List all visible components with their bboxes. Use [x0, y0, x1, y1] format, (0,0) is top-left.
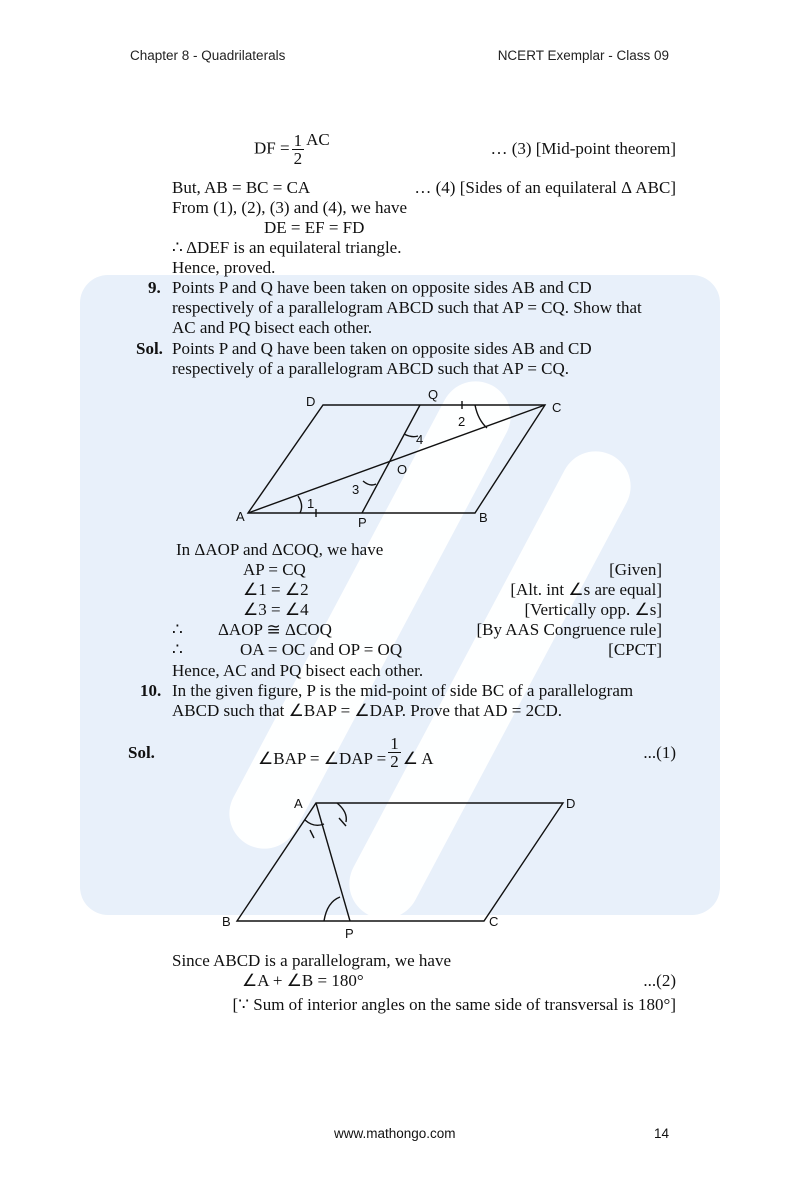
- angle-2: 2: [458, 414, 466, 429]
- question-number: 9.: [148, 278, 161, 297]
- sol10-equation: ∠BAP = ∠DAP = $\frac{1}{2}$ ∠ A: [258, 734, 434, 771]
- angle-3: 3: [352, 482, 360, 497]
- question-text: ABCD such that ∠BAP = ∠DAP. Prove that AD = 2CD.: [172, 701, 562, 720]
- proved-line: Hence, proved.: [172, 258, 276, 277]
- proof-statement: ∠1 = ∠2: [243, 580, 309, 599]
- page-number: 14: [653, 1126, 669, 1141]
- label-Q: Q: [428, 387, 439, 402]
- label-P: P: [358, 515, 367, 530]
- proof-reason: [Given]: [609, 560, 662, 579]
- proof-statement: OA = OC and OP = OQ: [240, 640, 403, 659]
- label-B: B: [222, 914, 231, 929]
- df-equation: DF = $\frac{1}{2}$ AC: [254, 130, 330, 168]
- label-A: A: [294, 796, 303, 811]
- but-line: But, AB = BC = CA: [172, 178, 311, 197]
- therefore-symbol: ∴: [172, 640, 183, 659]
- therefore-line: ∴ ΔDEF is an equilateral triangle.: [172, 238, 402, 257]
- question-text: AC and PQ bisect each other.: [172, 318, 373, 337]
- proof-reason: [Vertically opp. ∠s]: [524, 600, 662, 619]
- therefore-symbol: ∴: [172, 620, 183, 639]
- but-reason: … (4) [Sides of an equilateral Δ ABC]: [414, 178, 676, 197]
- proof-statement: ∠3 = ∠4: [243, 600, 309, 619]
- solution-text: respectively of a parallelogram ABCD such that AP = CQ.: [172, 359, 570, 378]
- header-book: NCERT Exemplar - Class 09: [497, 48, 669, 63]
- eq-line: DE = EF = FD: [264, 218, 365, 237]
- equation: ∠A + ∠B = 180°: [242, 971, 364, 990]
- angle-1: 1: [307, 496, 315, 511]
- label-B: B: [479, 510, 488, 525]
- angle-4: 4: [416, 432, 424, 447]
- parallelogram-figure-1: [248, 401, 545, 517]
- solution-label: Sol.: [136, 339, 163, 358]
- question-text: respectively of a parallelogram ABCD such that AP = CQ. Show that: [172, 298, 642, 317]
- label-C: C: [552, 400, 562, 415]
- proof-reason: [CPCT]: [608, 640, 662, 659]
- question-number: 10.: [140, 681, 162, 700]
- question-text: In the given figure, P is the mid-point of side BC of a parallelogram: [172, 681, 634, 700]
- label-A: A: [236, 509, 245, 524]
- footer-site: www.mathongo.com: [334, 1126, 456, 1141]
- solution-text: Since ABCD is a parallelogram, we have: [172, 951, 452, 970]
- proof-reason: [Alt. int ∠s are equal]: [510, 580, 662, 599]
- label-C: C: [489, 914, 499, 929]
- solution-text: In ΔAOP and ΔCOQ, we have: [176, 540, 384, 559]
- label-P: P: [345, 926, 354, 941]
- solution-label: Sol.: [128, 743, 155, 762]
- parallelogram-figure-2: [237, 803, 563, 921]
- solution-conclusion: Hence, AC and PQ bisect each other.: [172, 661, 424, 680]
- equation-ref: ...(2): [643, 971, 676, 990]
- label-D: D: [566, 796, 576, 811]
- proof-statement: ΔAOP ≅ ΔCOQ: [218, 620, 332, 639]
- df-reason: … (3) [Mid-point theorem]: [490, 139, 676, 158]
- proof-statement: AP = CQ: [243, 560, 306, 579]
- from-line: From (1), (2), (3) and (4), we have: [172, 198, 408, 217]
- label-D: D: [306, 394, 316, 409]
- proof-reason: [By AAS Congruence rule]: [476, 620, 662, 639]
- solution-text: Points P and Q have been taken on opposite sides AB and CD: [172, 339, 592, 358]
- question-text: Points P and Q have been taken on opposite sides AB and CD: [172, 278, 592, 297]
- label-O: O: [397, 462, 408, 477]
- equation-ref: ...(1): [643, 743, 676, 762]
- reason-text: [∵ Sum of interior angles on the same side of transversal is 180°]: [232, 995, 676, 1014]
- header-chapter: Chapter 8 - Quadrilaterals: [130, 48, 286, 63]
